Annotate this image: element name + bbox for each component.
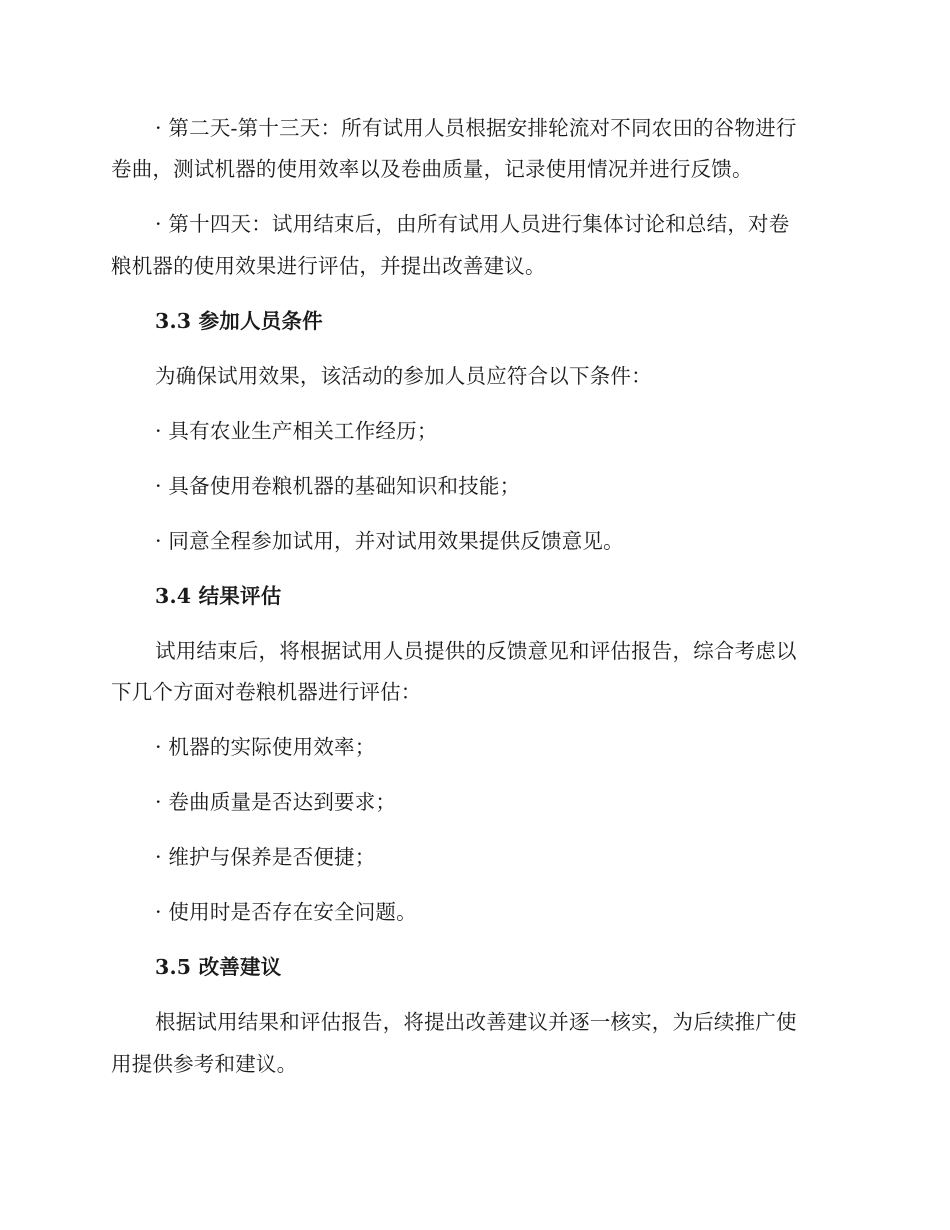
bullet-condition-experience: · 具有农业生产相关工作经历； [155,419,438,443]
paragraph-evaluation-line2: 下几个方面对卷粮机器进行评估： [111,680,422,704]
paragraph-conditions-intro: 为确保试用效果，该活动的参加人员应符合以下条件： [155,364,652,388]
section-heading-3-5: 3.5 改善建议 [155,955,282,979]
section-heading-3-4: 3.4 结果评估 [155,584,282,608]
bullet-eval-safety: · 使用时是否存在安全问题。 [155,900,417,924]
bullet-condition-consent: · 同意全程参加试用，并对试用效果提供反馈意见。 [155,529,624,553]
paragraph-suggestions-line1: 根据试用结果和评估报告，将提出改善建议并逐一核实，为后续推广使 [155,1010,797,1034]
section-heading-3-3: 3.3 参加人员条件 [155,309,323,333]
bullet-day2-13-line1: · 第二天-第十三天：所有试用人员根据安排轮流对不同农田的谷物进行 [155,116,797,140]
paragraph-suggestions-line2: 用提供参考和建议。 [111,1052,298,1076]
bullet-eval-maintenance: · 维护与保养是否便捷； [155,845,376,869]
bullet-eval-quality: · 卷曲质量是否达到要求； [155,790,397,814]
bullet-day2-13-line2: 卷曲，测试机器的使用效率以及卷曲质量，记录使用情况并进行反馈。 [111,157,753,181]
bullet-eval-efficiency: · 机器的实际使用效率； [155,735,376,759]
bullet-day14-line1: · 第十四天：试用结束后，由所有试用人员进行集体讨论和总结，对卷 [155,212,790,236]
bullet-day14-line2: 粮机器的使用效果进行评估，并提出改善建议。 [111,254,546,278]
paragraph-evaluation-line1: 试用结束后，将根据试用人员提供的反馈意见和评估报告，综合考虑以 [155,639,797,663]
bullet-condition-knowledge: · 具备使用卷粮机器的基础知识和技能； [155,474,521,498]
